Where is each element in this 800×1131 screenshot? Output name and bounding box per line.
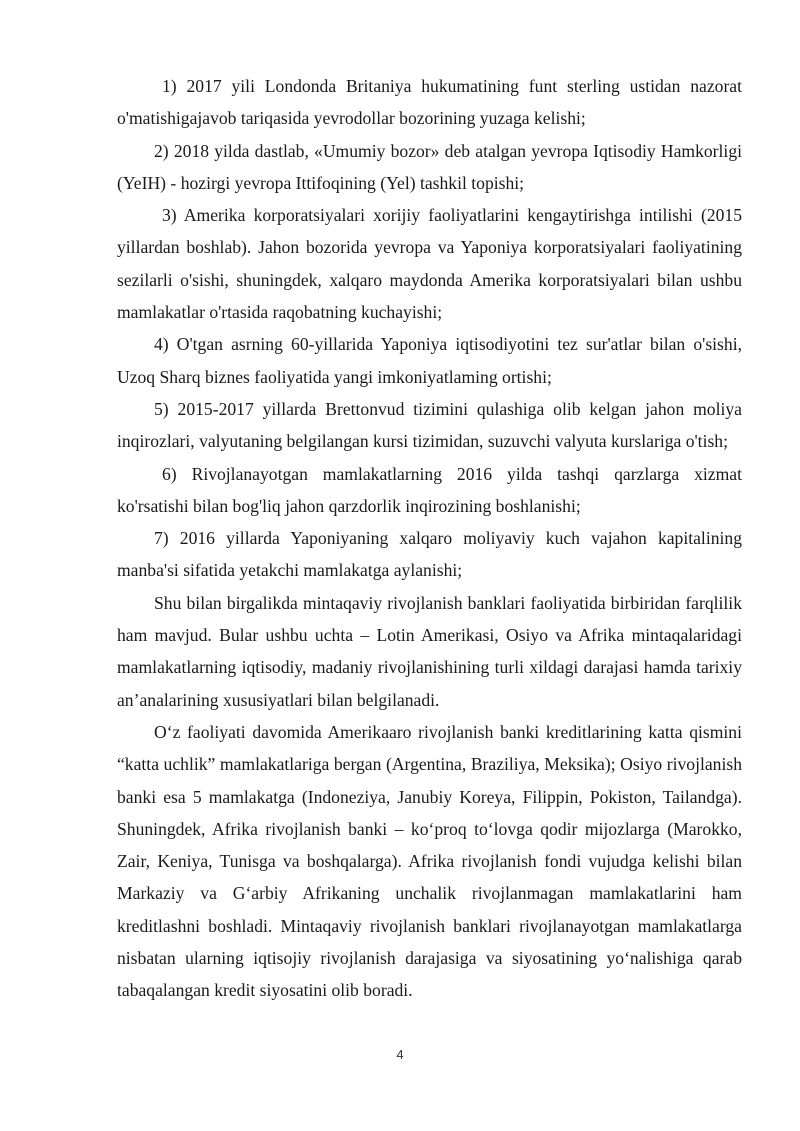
- list-item-3: 3) Amerika korporatsiyalari xorijiy faoliyatlarini kengaytirishga intilishi (2015 yillardan boshlab). Jahon bozorida yevropa va Yaponiya korporatsiyalari faoliyatining sezilarli o'sishi, shuningdek, xalqaro maydonda Amerika korporatsiyalari bilan ushbu mamlakatlar o'rtasida raqobatning kuchayishi;: [117, 205, 742, 323]
- body-paragraph: Shu bilan birgalikda mintaqaviy rivojlanish banklari faoliyatida birbiridan farqlilik ham mavjud. Bular ushbu uchta – Lotin Amerikasi, Osiyo va Afrika mintaqalaridagi mamlakatlarning iqtisodiy, madaniy rivojlanishining turli xildagi darajasi hamda tarixiy an’analarining xususiyatlari bilan belgilanadi.: [117, 592, 742, 710]
- document-body: [117, 70, 742, 1007]
- page-number: 4: [396, 1047, 404, 1062]
- list-item-7: 7) 2016 yillarda Yaponiyaning xalqaro moliyaviy kuch vajahon kapitalining manba'si sifatida yetakchi mamlakatga aylanishi;: [117, 528, 742, 581]
- list-item-4: 4) O'tgan asrning 60-yillarida Yaponiya iqtisodiyotini tez sur'atlar bilan o'sishi, Uzoq Sharq biznes faoliyatida yangi imkoniyatlaming ortishi;: [117, 334, 742, 387]
- list-item-1: 1) 2017 yili Londonda Britaniya hukumatining funt sterling ustidan nazorat o'matishigajavob tariqasida yevrodollar bozorining yuzaga kelishi;: [117, 76, 742, 129]
- body-paragraph: O‘z faoliyati davomida Amerikaaro rivojlanish banki kreditlarining katta qismini “katta uchlik” mamlakatlariga bergan (Argentina, Braziliya, Meksika); Osiyo rivojlanish banki esa 5 mamlakatga (Indoneziya, Janubiy Koreya, Filippin, Pokiston, Tailandga). Shuningdek, Afrika rivojlanish banki – ko‘proq to‘lovga qodir mijozlarga (Marokko, Zair, Keniya, Tunisga va boshqalarga). Afrika rivojlanish fondi vujudga kelishi bilan Markaziy va G‘arbiy Afrikaning unchalik rivojlanmagan mamlakatlarini ham kreditlashni boshladi. Mintaqaviy rivojlanish banklari rivojlanayotgan mamlakatlarga nisbatan ularning iqtisojiy rivojlanish darajasiga va siyosatining yo‘nalishiga qarab tabaqalangan kredit siyosatini olib boradi.: [117, 721, 742, 1001]
- list-item-5: 5) 2015-2017 yillarda Brettonvud tizimini qulashiga olib kelgan jahon moliya inqirozlari, valyutaning belgilangan kursi tizimidan, suzuvchi valyuta kurslariga o'tish;: [117, 398, 742, 452]
- list-item-2: 2) 2018 yilda dastlab, «Umumiy bozor» deb atalgan yevropa Iqtisodiy Hamkorligi (YeIH) - hozirgi yevropa Ittifoqining (Yel) tashkil topishi;: [117, 140, 742, 193]
- list-item-6: 6) Rivojlanayotgan mamlakatlarning 2016 yilda tashqi qarzlarga xizmat ko'rsatishi bilan bog'liq jahon qarzdorlik inqirozining boshlanishi;: [117, 463, 742, 516]
